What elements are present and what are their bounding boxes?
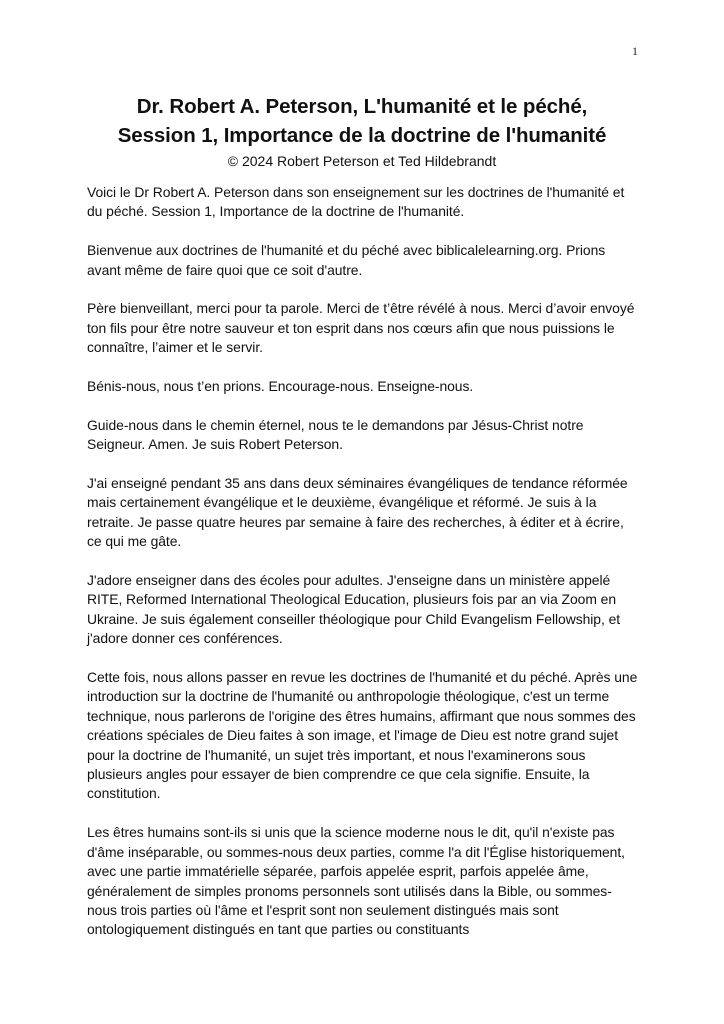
- copyright-line: © 2024 Robert Peterson et Ted Hildebrandt: [227, 153, 497, 169]
- paragraph: Cette fois, nous allons passer en revue les doctrines de l'humanité et du péché. Après une introduction sur la doctrine de l'humanité ou anthropologie théologique, c'est un terme technique, nous parlerons de l'origine des êtres humains, affirmant que nous sommes des créations spéciales de Dieu faites à son image, et l'image de Dieu est notre grand sujet pour la doctrine de l'humanité, un sujet très important, et nous l'examinerons sous plusieurs angles pour essayer de bien comprendre ce que cela signifie. Ensuite, la constitution.: [87, 669, 638, 802]
- paragraph: Voici le Dr Robert A. Peterson dans son enseignement sur les doctrines de l'humanité et du péché. Session 1, Importance de la doctrine de l'humanité.: [87, 184, 625, 220]
- document-title: [60, 92, 664, 150]
- paragraph: Bénis-nous, nous t’en prions. Encourage-nous. Enseigne-nous.: [87, 378, 474, 395]
- document-body: [87, 183, 641, 959]
- paragraph: J'adore enseigner dans des écoles pour adultes. J'enseigne dans un ministère appelé RITE, Reformed International Theological Education, plusieurs fois par an via Zoom en Ukraine. Je suis également conseiller théologique pour Child Evangelism Fellowship, et j'adore donner ces conférences.: [87, 572, 621, 647]
- paragraph: Les êtres humains sont-ils si unis que la science moderne nous le dit, qu'il n'existe pas d'âme inséparable, ou sommes-nous deux parties, comme l'a dit l'Église historiquement, avec une partie immatérielle séparée, parfois appelée esprit, parfois appelée âme, généralement de simples pronoms personnels sont utilisés dans la Bible, ou sommes-nous trois parties où l'âme et l'esprit sont non seulement distingués mais sont ontologiquement distingués en tant que parties ou constituants: [87, 824, 625, 938]
- paragraph: Bienvenue aux doctrines de l'humanité et du péché avec biblicalelearning.org. Prions avant même de faire quoi que ce soit d'autre.: [87, 242, 606, 278]
- page-number: 1: [632, 44, 638, 58]
- paragraph: Père bienveillant, merci pour ta parole. Merci de t’être révélé à nous. Merci d’avoir envoyé ton fils pour être notre sauveur et ton esprit dans nos cœurs afin que nous puissions le connaître, l’aimer et le servir.: [87, 300, 635, 356]
- title-line-2: Session 1, Importance de la doctrine de l'humanité: [117, 124, 607, 147]
- paragraph: Guide-nous dans le chemin éternel, nous te le demandons par Jésus-Christ notre Seigneur. Amen. Je suis Robert Peterson.: [87, 416, 584, 453]
- paragraph: J'ai enseigné pendant 35 ans dans deux séminaires évangéliques de tendance réformée mais certainement évangélique et le deuxième, évangélique et réformé. Je suis à la retraite. Je passe quatre heures par semaine à faire des recherches, à éditer et à écrire, ce qui me gâte.: [87, 475, 628, 550]
- title-line-1: Dr. Robert A. Peterson, L'humanité et le péché,: [136, 95, 588, 118]
- document-header: [60, 92, 664, 171]
